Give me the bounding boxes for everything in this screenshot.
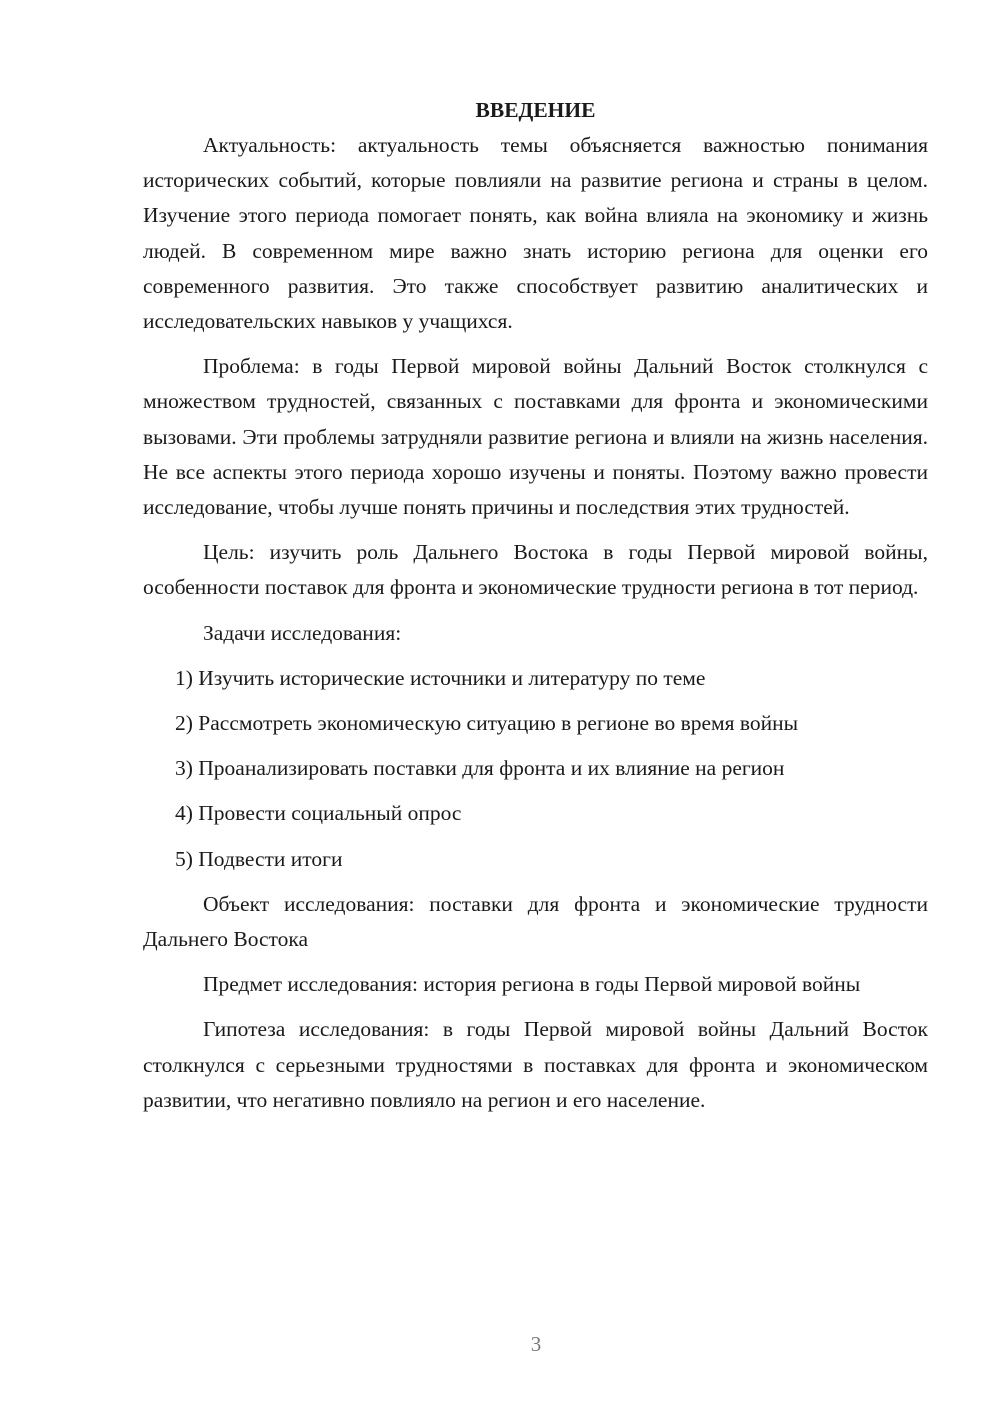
list-item: 3) Проанализировать поставки для фронта и их влияние на регион	[175, 756, 785, 781]
document-page	[143, 93, 928, 1128]
tasks-label: Задачи исследования:	[203, 620, 402, 645]
paragraph-problem: Проблема: в годы Первой мировой войны Дальний Восток столкнулся с множеством трудностей, связанных с поставками для фронта и экономическими вызовами. Эти проблемы затрудняли развитие региона и влияли на жизнь населения. Не все аспекты этого периода хорошо изучены и поняты. Поэтому важно провести исследование, чтобы лучше понять причины и последствия этих трудностей.	[143, 354, 928, 520]
section-title: ВВЕДЕНИЕ	[475, 98, 596, 122]
list-item: 2) Рассмотреть экономическую ситуацию в регионе во время войны	[175, 711, 799, 736]
list-item: 4) Провести социальный опрос	[175, 801, 462, 826]
list-item: 1) Изучить исторические источники и литературу по теме	[175, 665, 706, 690]
paragraph-goal: Цель: изучить роль Дальнего Востока в годы Первой мировой войны, особенности поставок для фронта и экономические трудности региона в тот период.	[143, 540, 928, 600]
paragraph-hypothesis: Гипотеза исследования: в годы Первой мировой войны Дальний Восток столкнулся с серьезными трудностями в поставках для фронта и экономическом развитии, что негативно повлияло на регион и его население.	[143, 1017, 928, 1112]
paragraph-relevance: Актуальность: актуальность темы объясняется важностью понимания исторических событий, которые повлияли на развитие региона и страны в целом. Изучение этого периода помогает понять, как война влияла на экономику и жизнь людей. В современном мире важно знать историю региона для оценки его современного развития. Это также способствует развитию аналитических и исследовательских навыков у учащихся.	[143, 133, 928, 334]
page-number: 3	[530, 1332, 542, 1356]
tasks-list	[143, 661, 928, 877]
paragraph-object: Объект исследования: поставки для фронта и экономические трудности Дальнего Востока	[143, 891, 928, 952]
list-item: 5) Подвести итоги	[175, 846, 343, 871]
paragraph-subject: Предмет исследования: история региона в годы Первой мировой войны	[203, 972, 861, 997]
